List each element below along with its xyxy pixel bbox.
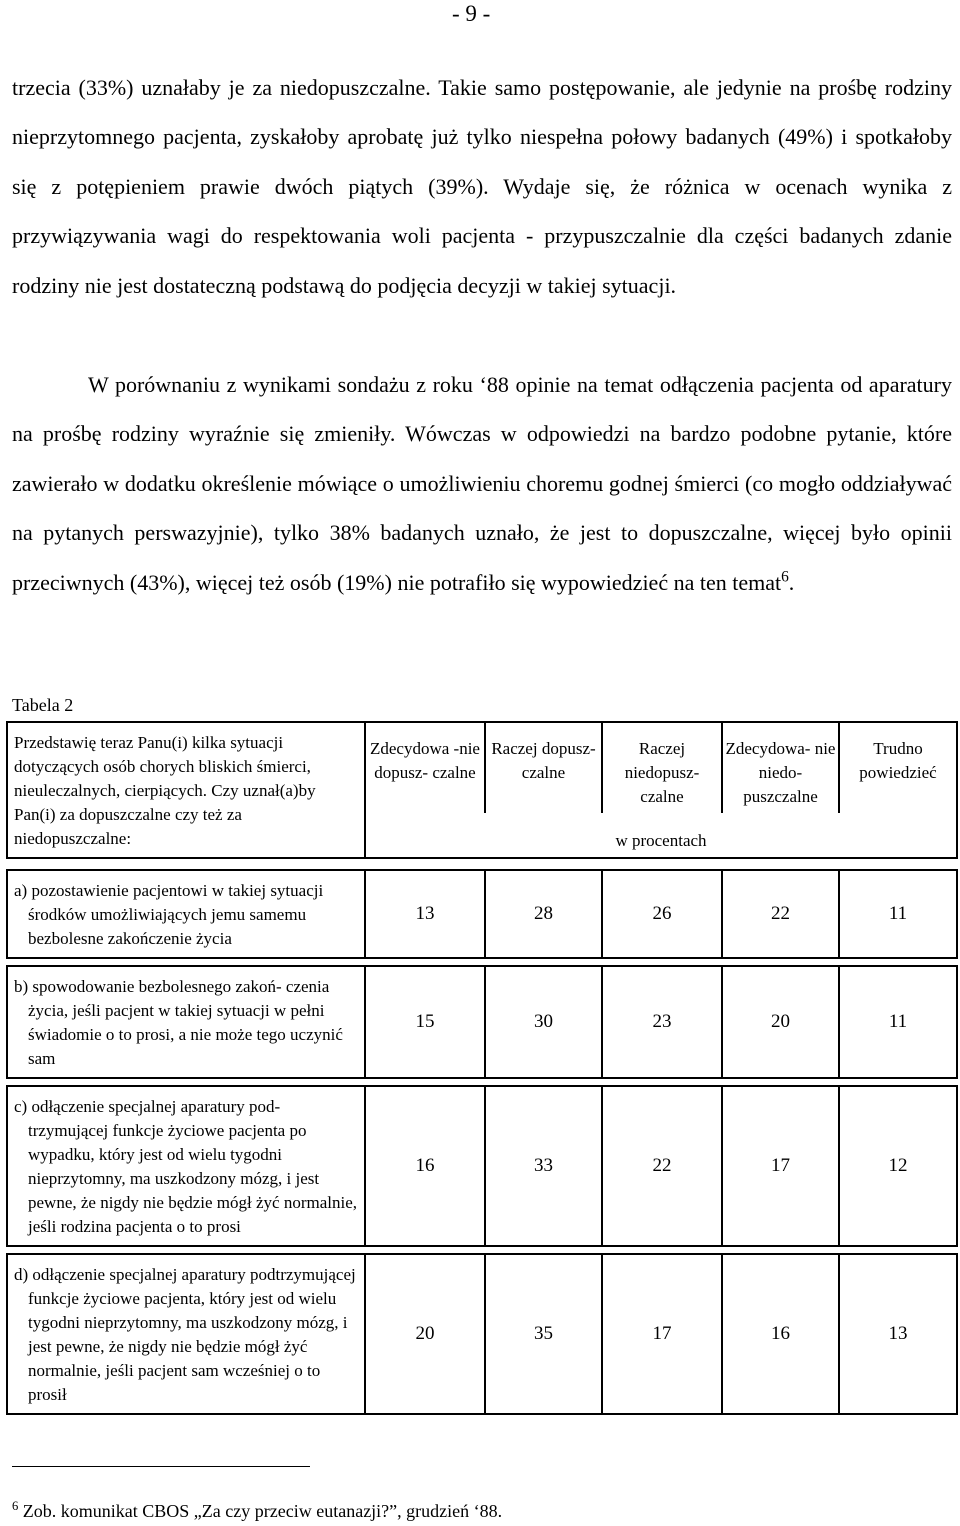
table-cell: 20 — [365, 1254, 485, 1414]
row-label-text: a) pozostawienie pacjentowi w takiej sytuacji środków umożliwiających jemu samemu bezbolesne zakończenie życia — [14, 881, 324, 948]
column-header: Zdecydowa- nie niedo- puszczalne — [722, 722, 839, 813]
footnote — [12, 1499, 502, 1523]
footnote-marker: 6 — [12, 1499, 19, 1513]
paragraph-2 — [12, 360, 952, 607]
units-label: w procentach — [365, 813, 957, 858]
table-label: Tabela 2 — [12, 695, 74, 715]
row-label — [7, 966, 365, 1078]
table-cell: 17 — [602, 1254, 722, 1414]
table-row — [7, 1086, 957, 1246]
table-cell: 17 — [722, 1086, 839, 1246]
table-row — [7, 966, 957, 1078]
table-cell: 22 — [602, 1086, 722, 1246]
table-cell: 33 — [485, 1086, 602, 1246]
table-cell: 20 — [722, 966, 839, 1078]
row-label-text: b) spowodowanie bezbolesnego zakoń- czenia życia, jeśli pacjent w takiej sytuacji w pełni świadomie o to prosi, a nie może tego uczynić sam — [14, 977, 343, 1068]
column-header: Raczej dopusz- czalne — [485, 722, 602, 813]
row-label — [7, 870, 365, 958]
table-cell: 22 — [722, 870, 839, 958]
footnote-text: Zob. komunikat CBOS „Za czy przeciw eutanazji?”, grudzień ‘88. — [18, 1501, 503, 1521]
table-row — [7, 870, 957, 958]
table-header-row — [7, 722, 957, 813]
table-cell: 12 — [839, 1086, 957, 1246]
row-label — [7, 1086, 365, 1246]
paragraph-2-text: W porównaniu z wynikami sondażu z roku ‘88 opinie na temat odłączenia pacjenta od aparatury na prośbę rodziny wyraźnie się zmieniły. Wówczas w odpowiedzi na bardzo podobne pytanie, które zawierało w dodatku określenie mówiące o umożliwieniu choremu godnej śmierci (co mogło oddziaływać na pytanych perswazyjnie), tylko 38% badanych uznało, że jest to dopuszczalne, więcej było opinii przeciwnych (43%), więcej też osób (19%) nie potrafiło się wypowiedzieć na ten temat — [12, 372, 952, 595]
table-cell: 11 — [839, 870, 957, 958]
table-cell: 26 — [602, 870, 722, 958]
table-cell: 13 — [365, 870, 485, 958]
paragraph-2-end: . — [788, 569, 795, 595]
column-header: Trudno powiedzieć — [839, 722, 957, 813]
page-number: - 9 - — [452, 1, 491, 26]
table-cell: 11 — [839, 966, 957, 1078]
row-label-text: c) odłączenie specjalnej aparatury pod- trzymującej funkcje życiowe pacjenta po wypadku, który jest od wielu tygodni nieprzytomny, ma uszkodzony mózg, i jest pewne, że nigdy nie będzie mógł żyć normalnie, jeśli rodzina pacjenta o to prosi — [14, 1097, 358, 1236]
table-cell: 28 — [485, 870, 602, 958]
table-cell: 16 — [722, 1254, 839, 1414]
table-cell: 13 — [839, 1254, 957, 1414]
question-cell: Przedstawię teraz Panu(i) kilka sytuacji dotyczących osób chorych bliskich śmierci, nieuleczalnych, cierpiących. Czy uznał(a)by Pan(i) za dopuszczalne czy też za niedopuszczalne: — [7, 722, 365, 858]
table-cell: 15 — [365, 966, 485, 1078]
footnote-divider — [12, 1466, 310, 1467]
table-row — [7, 1254, 957, 1414]
column-header: Raczej niedopusz- czalne — [602, 722, 722, 813]
paragraph-1: trzecia (33%) uznałaby je za niedopuszczalne. Takie samo postępowanie, ale jedynie na prośbę rodziny nieprzytomnego pacjenta, zyskałoby aprobatę już tylko niespełna połowy badanych (49%) i spotkałoby się z potępieniem prawie dwóch piątych (39%). Wydaje się, że różnica w ocenach wynika z przywiązywania wagi do respektowania woli pacjenta - przypuszczalnie dla części badanych zdanie rodziny nie jest dostateczną podstawą do podjęcia decyzji w takiej sytuacji. — [12, 75, 952, 298]
table-cell: 35 — [485, 1254, 602, 1414]
row-label — [7, 1254, 365, 1414]
table-cell: 30 — [485, 966, 602, 1078]
column-header: Zdecydowa -nie dopusz- czalne — [365, 722, 485, 813]
table-cell: 23 — [602, 966, 722, 1078]
row-label-text: d) odłączenie specjalnej aparatury podtrzymującej funkcje życiowe pacjenta, który jest od wielu tygodni nieprzytomny, ma uszkodzony mózg, i jest pewne, że nigdy nie będzie mógł żyć normalnie, jeśli pacjent sam wcześniej o to prosił — [14, 1265, 356, 1404]
footnote-reference[interactable]: 6 — [781, 568, 789, 586]
survey-table — [6, 721, 958, 1415]
table-cell: 16 — [365, 1086, 485, 1246]
